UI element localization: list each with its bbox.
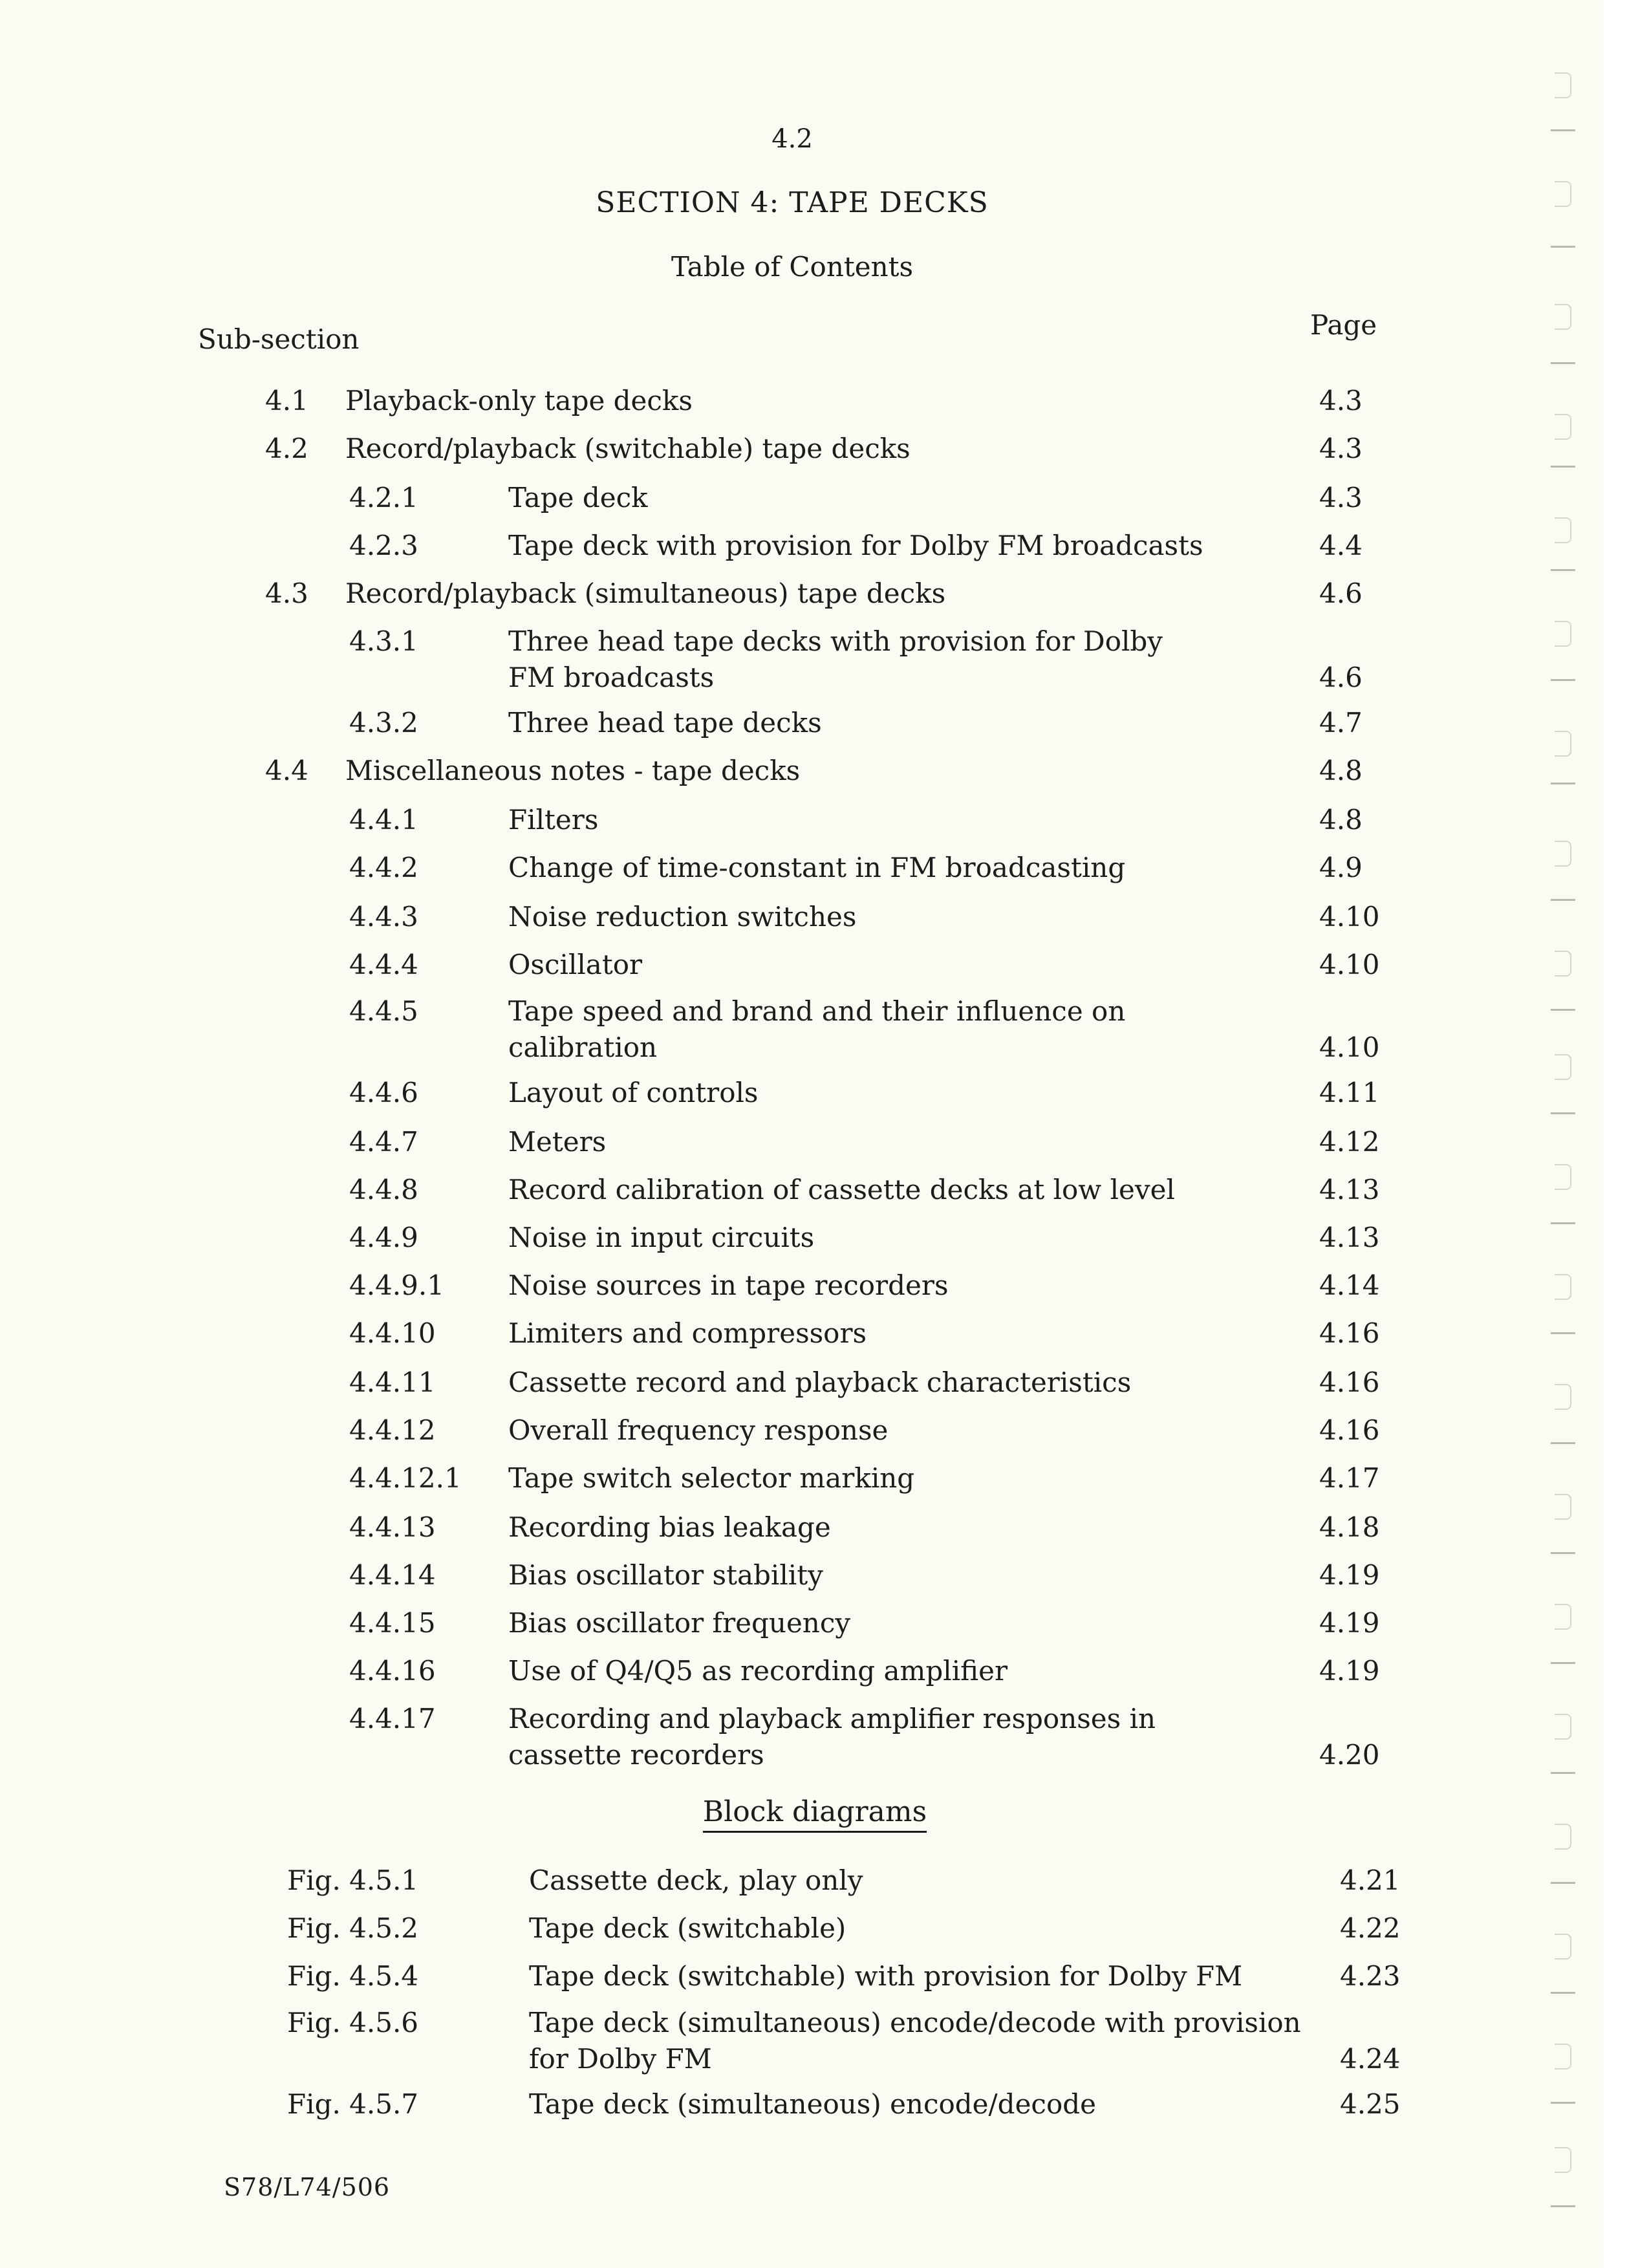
binder-hole	[1555, 414, 1571, 440]
binder-hole	[1555, 1274, 1571, 1300]
toc-entry-number: 4.3.2	[349, 707, 418, 739]
toc-entry-title: Tape deck with provision for Dolby FM broadcasts	[508, 530, 1203, 561]
toc-entry-title: Recording and playback amplifier responses in cassette recorders	[508, 1703, 1156, 1771]
toc-entry-page: 4.10	[1319, 949, 1380, 980]
binder-tick	[1551, 679, 1575, 681]
toc-entry-page: 4.14	[1319, 1269, 1380, 1301]
binder-tick	[1551, 1772, 1575, 1774]
toc-entry-number: 4.4.1	[349, 804, 418, 836]
binder-tick	[1551, 466, 1575, 468]
toc-entry-number: 4.4.12.1	[349, 1462, 462, 1494]
toc-entry-title: Oscillator	[508, 949, 643, 980]
toc-entry-number: 4.4.14	[349, 1559, 436, 1591]
binder-tick	[1551, 1332, 1575, 1334]
toc-entry-title: Recording bias leakage	[508, 1511, 831, 1543]
toc-entry-number: 4.3.1	[349, 625, 418, 657]
toc-entry-page: 4.6	[1319, 662, 1363, 693]
toc-entry-number: 4.4.9	[349, 1222, 418, 1253]
toc-entry-number: 4.4.15	[349, 1607, 436, 1639]
figure-entry-page: 4.23	[1340, 1960, 1401, 1992]
toc-entry-title: Tape deck	[508, 482, 648, 513]
binder-hole	[1555, 1054, 1571, 1080]
binder-hole	[1555, 1714, 1571, 1740]
toc-heading: Table of Contents	[671, 251, 914, 283]
binder-hole	[1555, 1164, 1571, 1190]
figure-entry-page: 4.22	[1340, 1912, 1401, 1944]
toc-entry-number: 4.4.4	[349, 949, 418, 980]
toc-entry-page: 4.19	[1319, 1607, 1380, 1639]
toc-entry-number: 4.4.3	[349, 901, 418, 933]
figure-entry-title: Cassette deck, play only	[529, 1864, 863, 1896]
binder-hole	[1555, 72, 1571, 98]
toc-entry	[0, 623, 1487, 696]
toc-entry-page: 4.18	[1319, 1511, 1380, 1543]
binder-hole	[1555, 304, 1571, 330]
toc-entry-title: Noise reduction switches	[508, 901, 857, 933]
toc-entry-page: 4.8	[1319, 804, 1363, 836]
toc-entry-page: 4.3	[1319, 385, 1363, 416]
toc-entry-page: 4.4	[1319, 530, 1363, 561]
figure-entry-number: Fig. 4.5.4	[287, 1960, 419, 1992]
block-diagrams-heading	[0, 1795, 1630, 1828]
block-diagrams-heading-text: Block diagrams	[703, 1795, 927, 1833]
figure-entry-title: Tape deck (switchable) with provision for Dolby FM	[529, 1960, 1243, 1992]
toc-entry-title: Tape speed and brand and their influence on calibration	[508, 995, 1126, 1063]
toc-entry-number: 4.1	[265, 385, 308, 416]
toc-entry-number: 4.4	[265, 755, 308, 786]
section-title: SECTION 4: TAPE DECKS	[596, 186, 989, 219]
toc-entry-title: Record calibration of cassette decks at low level	[508, 1174, 1175, 1205]
toc-entry-title: Cassette record and playback characteristics	[508, 1366, 1132, 1398]
figure-entry-title: Tape deck (switchable)	[529, 1912, 846, 1944]
binder-tick	[1551, 246, 1575, 248]
toc-entry	[0, 993, 1487, 1066]
toc-entry-title: Limiters and compressors	[508, 1317, 867, 1349]
toc-entry-number: 4.4.11	[349, 1366, 436, 1398]
toc-entry-page: 4.20	[1319, 1739, 1380, 1771]
page-edge-strip	[1604, 0, 1649, 2268]
toc-entry-page: 4.13	[1319, 1222, 1380, 1253]
toc-entry-number: 4.4.12	[349, 1414, 436, 1446]
figure-entry-number: Fig. 4.5.2	[287, 1912, 419, 1944]
figure-entry-page: 4.25	[1340, 2088, 1401, 2120]
binder-hole	[1555, 841, 1571, 867]
toc-entry-page: 4.6	[1319, 578, 1363, 609]
toc-entry-page: 4.19	[1319, 1559, 1380, 1591]
toc-entry-page: 4.10	[1319, 1031, 1380, 1063]
toc-entry-number: 4.4.10	[349, 1317, 436, 1349]
toc-entry-title: Record/playback (switchable) tape decks	[345, 433, 911, 464]
toc-entry-title: Meters	[508, 1126, 607, 1158]
binder-hole	[1555, 951, 1571, 977]
toc-entry-page: 4.16	[1319, 1414, 1380, 1446]
toc-entry-title: Noise in input circuits	[508, 1222, 815, 1253]
toc-entry-title: Change of time-constant in FM broadcasting	[508, 852, 1126, 883]
toc-entry-title: Filters	[508, 804, 599, 836]
toc-entry-title: Use of Q4/Q5 as recording amplifier	[508, 1655, 1008, 1687]
toc-entry-page: 4.12	[1319, 1126, 1380, 1158]
toc-entry-title: Three head tape decks with provision for Dolby FM broadcasts	[508, 625, 1163, 693]
toc-entry-title: Noise sources in tape recorders	[508, 1269, 949, 1301]
binder-tick	[1551, 1112, 1575, 1114]
binder-tick	[1551, 362, 1575, 364]
toc-entry-page: 4.11	[1319, 1077, 1380, 1108]
binder-tick	[1551, 1222, 1575, 1224]
binder-tick	[1551, 783, 1575, 784]
figure-entry-page: 4.24	[1340, 2043, 1401, 2075]
toc-entry-title: Bias oscillator frequency	[508, 1607, 851, 1639]
toc-entry-number: 4.2.3	[349, 530, 418, 561]
toc-entry	[0, 1701, 1487, 1773]
column-header-page: Page	[1310, 309, 1377, 341]
toc-entry-title: Overall frequency response	[508, 1414, 889, 1446]
toc-entry-number: 4.2.1	[349, 482, 418, 513]
binder-tick	[1551, 1662, 1575, 1664]
binder-hole	[1555, 1934, 1571, 1960]
toc-entry-page: 4.17	[1319, 1462, 1380, 1494]
figure-entry-page: 4.21	[1340, 1864, 1401, 1896]
toc-entry-title: Miscellaneous notes - tape decks	[345, 755, 801, 786]
toc-entry-page: 4.3	[1319, 433, 1363, 464]
toc-entry-number: 4.4.9.1	[349, 1269, 444, 1301]
toc-entry-title: Three head tape decks	[508, 707, 822, 739]
toc-entry-number: 4.4.2	[349, 852, 418, 883]
binder-hole	[1555, 2044, 1571, 2069]
binder-hole	[1555, 731, 1571, 757]
binder-hole	[1555, 517, 1571, 543]
binder-tick	[1551, 2205, 1575, 2207]
toc-entry-page: 4.8	[1319, 755, 1363, 786]
binder-tick	[1551, 1009, 1575, 1011]
binder-tick	[1551, 1992, 1575, 1994]
binder-hole	[1555, 1384, 1571, 1410]
toc-entry-page: 4.7	[1319, 707, 1363, 739]
binder-tick	[1551, 1442, 1575, 1444]
toc-entry-page: 4.16	[1319, 1366, 1380, 1398]
toc-entry-page: 4.10	[1319, 901, 1380, 933]
binder-tick	[1551, 2102, 1575, 2104]
toc-entry-page: 4.9	[1319, 852, 1363, 883]
toc-entry-number: 4.4.5	[349, 995, 418, 1027]
toc-entry-number: 4.4.17	[349, 1703, 436, 1734]
toc-entry-page: 4.3	[1319, 482, 1363, 513]
column-header-subsection: Sub-section	[198, 323, 360, 355]
toc-entry-number: 4.3	[265, 578, 308, 609]
binder-tick	[1551, 1552, 1575, 1554]
binder-hole	[1555, 1494, 1571, 1520]
binder-hole	[1555, 2147, 1571, 2173]
figure-entry	[0, 2005, 1487, 2077]
page-number: 4.2	[771, 124, 813, 154]
binder-hole	[1555, 621, 1571, 647]
toc-entry-number: 4.4.8	[349, 1174, 418, 1205]
binder-tick	[1551, 569, 1575, 571]
toc-entry-title: Playback-only tape decks	[345, 385, 693, 416]
binder-tick	[1551, 899, 1575, 901]
toc-entry-number: 4.4.13	[349, 1511, 436, 1543]
figure-entry-number: Fig. 4.5.1	[287, 1864, 419, 1896]
binder-tick	[1551, 1882, 1575, 1884]
toc-entry-number: 4.4.7	[349, 1126, 418, 1158]
toc-entry-title: Layout of controls	[508, 1077, 759, 1108]
toc-entry-number: 4.4.6	[349, 1077, 418, 1108]
toc-entry-page: 4.16	[1319, 1317, 1380, 1349]
document-reference: S78/L74/506	[224, 2173, 391, 2201]
toc-entry-title: Record/playback (simultaneous) tape decks	[345, 578, 946, 609]
figure-entry-title: Tape deck (simultaneous) encode/decode with provision for Dolby FM	[529, 2007, 1301, 2075]
toc-entry-number: 4.4.16	[349, 1655, 436, 1687]
figure-entry-number: Fig. 4.5.7	[287, 2088, 419, 2120]
figure-entry-number: Fig. 4.5.6	[287, 2007, 419, 2038]
binder-hole	[1555, 1604, 1571, 1630]
toc-entry-number: 4.2	[265, 433, 308, 464]
toc-entry-title: Tape switch selector marking	[508, 1462, 915, 1494]
toc-entry-page: 4.19	[1319, 1655, 1380, 1687]
toc-entry-title: Bias oscillator stability	[508, 1559, 823, 1591]
toc-entry-page: 4.13	[1319, 1174, 1380, 1205]
figure-entry-title: Tape deck (simultaneous) encode/decode	[529, 2088, 1096, 2120]
